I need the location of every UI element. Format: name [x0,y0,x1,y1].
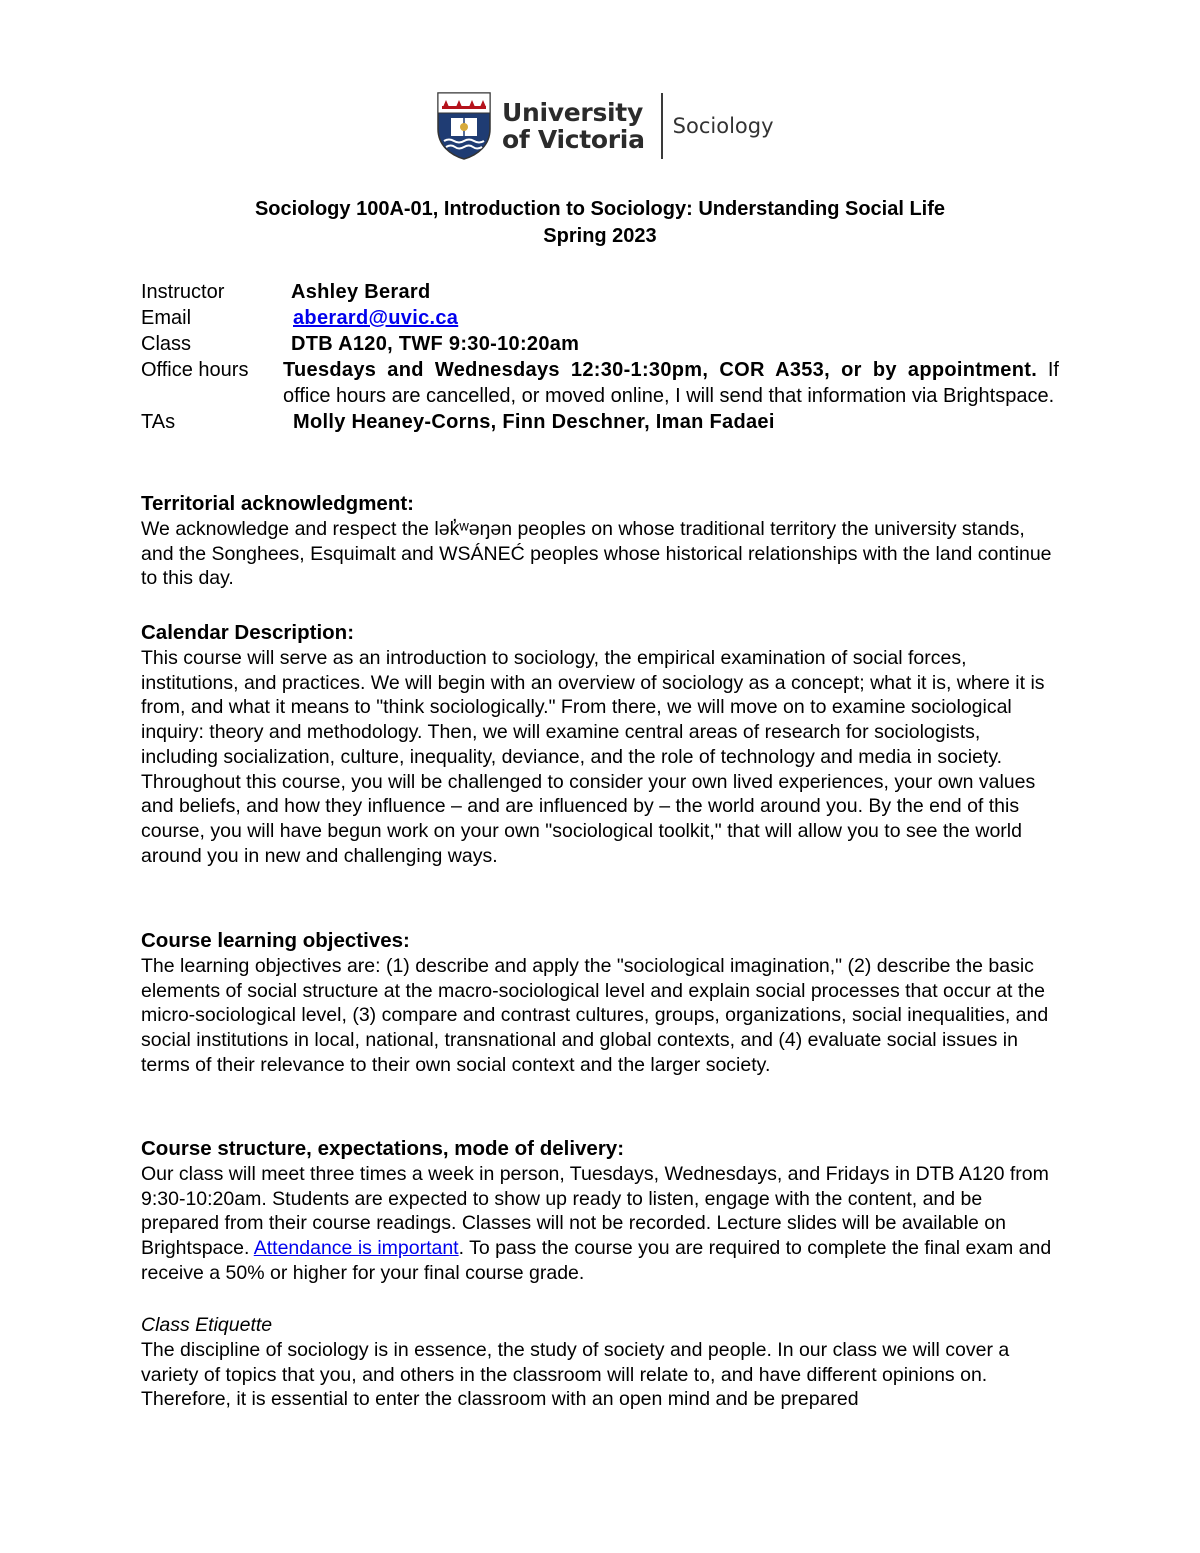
calendar-body: This course will serve as an introduction to sociology, the empirical examination of social forces, institutions, and practices. We will begin with an overview of sociology as a concept; what it is, where it is from, and what it means to "think sociologically." From there, we will move on to examine sociological inquiry: theory and methodology. Then, we will examine central areas of research for sociologists, including socialization, culture, inequality, deviance, and the role of technology and media in society. Throughout this course, you will be challenged to consider your own lived experiences, your own values and beliefs, and how they influence – and are influenced by – the world around you. By the end of this course, you will have begun work on your own "sociological toolkit," that will allow you to see the world around you in new and challenging ways. [141,647,1045,867]
territorial-heading: Territorial acknowledgment: [141,492,415,515]
university-logo [436,90,774,162]
attendance-link[interactable]: Attendance is important [253,1237,459,1260]
course-title-line2: Spring 2023 [543,225,657,247]
email-label: Email [141,307,192,329]
department-name: Sociology [672,114,774,138]
objectives-heading: Course learning objectives: [141,929,410,952]
objectives-section [141,928,1061,1078]
territorial-section [141,491,1061,591]
instructor-label: Instructor [141,281,225,303]
territorial-body: We acknowledge and respect the lək̓ʷəŋən peoples on whose traditional territory the university stands, and the Songhees, Esquimalt and WSÁNEĆ peoples whose historical relationships with the land continue to this day. [141,518,1052,590]
etiquette-body: The discipline of sociology is in essence, the study of society and people. In our class we will cover a variety of topics that you, and others in the classroom will relate to, and have different opinions on. Therefore, it is essential to enter the classroom with an open mind and be prepared [141,1339,1010,1411]
info-row-instructor [141,279,1059,305]
office-hours-note: If office hours are cancelled, or moved online, I will send that information via Brightspace. [283,359,1059,407]
course-title [0,196,1200,250]
university-name-line2: of Victoria [502,125,645,154]
calendar-heading: Calendar Description: [141,621,355,644]
structure-body [141,1162,1061,1286]
structure-section [141,1136,1061,1286]
info-row-class [141,331,1059,357]
structure-body-start: Our class will meet three times a week in person, Tuesdays, Wednesdays, and Fridays in DTB A120 from 9:30-10:20am. Students are expected to show up ready to listen, engage with the content, and be prepared from their course readings. Classes will not be recorded. Lecture slides will be available on Brightspace. [141,1163,1049,1260]
university-name [502,99,645,153]
course-title-line1: Sociology 100A-01, Introduction to Sociology: Understanding Social Life [254,198,946,220]
structure-body-end: . To pass the course you are required to complete the final exam and receive a 50% or higher for your final course grade. [141,1237,1052,1284]
university-name-line1: University [502,98,643,127]
calendar-section [141,620,1061,868]
course-info-table [141,279,1059,435]
etiquette-section [141,1313,1061,1412]
objectives-body: The learning objectives are: (1) describe and apply the "sociological imagination," (2) describe the basic elements of social structure at the macro-sociological level and explain social processes that occur at the micro-sociological level, (3) compare and contrast cultures, groups, organizations, social inequalities, and social institutions in local, national, transnational and global contexts, and (4) evaluate social issues in terms of their relevance to their own social context and the larger society. [141,955,1049,1076]
class-value: DTB A120, TWF 9:30-10:20am [291,333,580,355]
email-link[interactable]: aberard@uvic.ca [293,307,459,329]
class-label: Class [141,333,192,355]
logo-divider [661,93,663,159]
info-row-office-hours [141,357,1059,409]
info-row-tas [141,409,1059,435]
uvic-shield-icon [436,91,492,161]
office-hours-label: Office hours [141,359,249,381]
tas-value: Molly Heaney-Corns, Finn Deschner, Iman Fadaei [293,411,775,433]
office-hours-bold: Tuesdays and Wednesdays 12:30-1:30pm, COR A353, or by appointment. [283,359,1038,381]
tas-label: TAs [141,411,176,433]
info-row-email [141,305,1059,331]
etiquette-heading: Class Etiquette [141,1314,273,1336]
structure-heading: Course structure, expectations, mode of delivery: [141,1137,625,1160]
instructor-value: Ashley Berard [291,281,431,303]
office-hours-value [283,357,1059,409]
